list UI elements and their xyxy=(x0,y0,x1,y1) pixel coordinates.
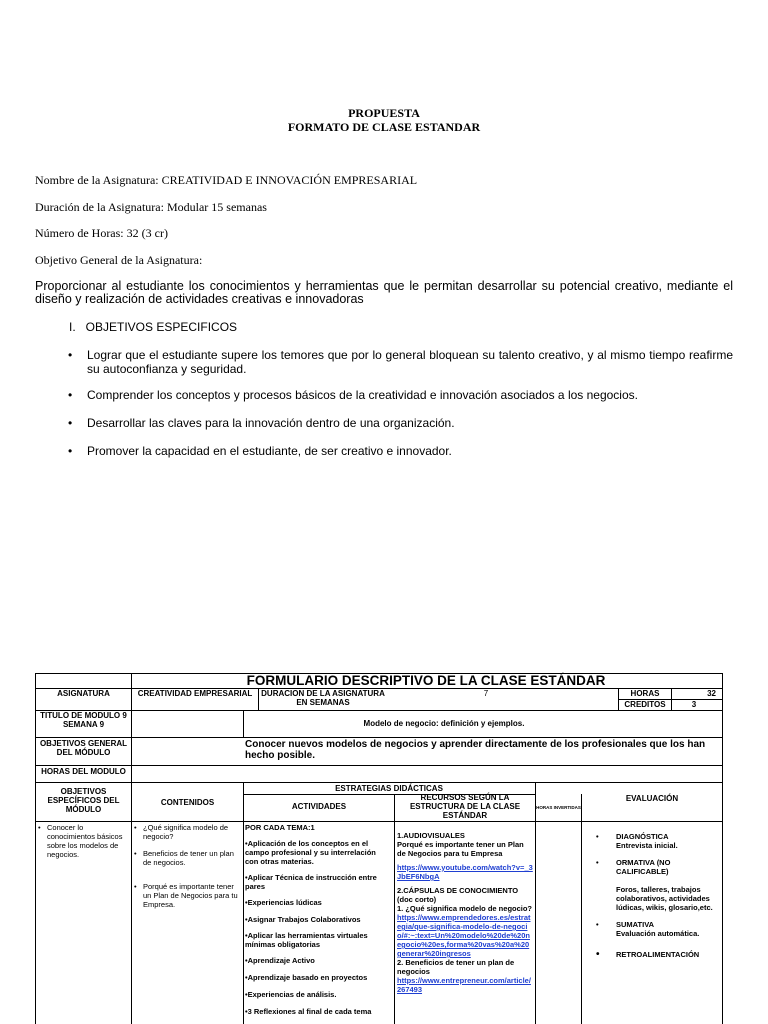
actividad-item: •Aplicar las herramientas virtuales mínimas obligatorias xyxy=(245,931,368,949)
form-title: FORMULARIO DESCRIPTIVO DE LA CLASE ESTÁNDAR xyxy=(246,673,606,688)
eval-item: • SUMATIVA Evaluación automática. xyxy=(596,920,720,938)
recurso-heading: 2.CÁPSULAS DE CONOCIMIENTO (doc corto) xyxy=(397,886,519,904)
eval-title: SUMATIVA xyxy=(616,920,655,929)
recurso-text: 2. Beneficios de tener un plan de negocios xyxy=(397,958,515,976)
document-title: PROPUESTA xyxy=(348,106,420,120)
section-heading: I. OBJETIVOS ESPECIFICOS xyxy=(69,320,238,334)
duracion-line: Duración de la Asignatura: Modular 15 semanas xyxy=(35,200,267,214)
evaluacion-label: EVALUACIÓN xyxy=(625,794,679,803)
eval-title: DIAGNÓSTICA xyxy=(616,832,669,841)
evaluacion-cell xyxy=(596,832,720,959)
objective-bullet: • Promover la capacidad en el estudiante, de ser creativo e innovador. xyxy=(68,444,452,458)
recursos-label: RECURSOS SEGÚN LA ESTRUCTURA DE LA CLASE ESTÁNDAR xyxy=(409,793,521,820)
act-title: POR CADA TEMA:1 xyxy=(245,823,315,832)
contenido-item: • ¿Qué significa modelo de negocio? xyxy=(134,823,242,841)
duracion-label: DURACION DE LA ASIGNATURA EN SEMANAS xyxy=(261,689,385,707)
eval-item: • ORMATIVA (NO CALIFICABLE) Foros, talleres, trabajos colaborativos, actividades lúdicas, wikis, glosario,etc. xyxy=(596,858,720,912)
creditos-value: 3 xyxy=(691,700,697,709)
titulo-value: Modelo de negocio: definición y ejemplos. xyxy=(363,719,525,728)
recurso-heading: 1.AUDIOVISUALES xyxy=(397,831,465,840)
objgen-value: Conocer nuevos modelos de negocios y aprender directamente de los profesionales que los han hecho posible. xyxy=(245,739,706,761)
contenidos-label: CONTENIDOS xyxy=(160,798,215,807)
objesp-item: • Conocer lo conocimientos básicos sobre los modelos de negocios. xyxy=(38,823,130,859)
eval-item: • DIAGNÓSTICA Entrevista inicial. xyxy=(596,832,720,850)
objective-bullet: • Desarrollar las claves para la innovación dentro de una organización. xyxy=(68,416,455,430)
actividad-item: •Aprendizaje basado en proyectos xyxy=(245,973,368,982)
eval-title: RETROALIMENTACIÓN xyxy=(616,950,700,959)
actividades-cell xyxy=(245,823,391,1016)
actividad-item: •Experiencias lúdicas xyxy=(245,898,322,907)
eval-desc: Foros, talleres, trabajos colaborativos, actividades lúdicas, wikis, glosario,etc. xyxy=(616,885,713,912)
horas-line: Número de Horas: 32 (3 cr) xyxy=(35,226,168,240)
document-subtitle: FORMATO DE CLASE ESTANDAR xyxy=(287,120,481,134)
recurso-text: Porqué es importante tener un Plan de Negocios para tu Empresa xyxy=(397,840,524,858)
objesp-label: OBJETIVOS ESPECÍFICOS DEL MÓDULO xyxy=(47,787,120,814)
objective-bullet: • Lograr que el estudiante supere los temores que por lo general bloquean su talento creativo, y al mismo tiempo reafirme su autoconfianza y seguridad. xyxy=(68,348,733,376)
actividades-label: ACTIVIDADES xyxy=(291,802,347,811)
actividad-item: •3 Reflexiones al final de cada tema xyxy=(245,1007,372,1016)
horas-value: 32 xyxy=(707,689,716,698)
contenido-item: • Porqué es importante tener un Plan de Negocios para tu Empresa. xyxy=(134,882,242,909)
asignatura-line: Nombre de la Asignatura: CREATIVIDAD E INNOVACIÓN EMPRESARIAL xyxy=(35,173,418,187)
clase-estandar-table xyxy=(35,673,723,1024)
actividad-item: •Asignar Trabajos Colaborativos xyxy=(245,915,361,924)
recurso-text: 1. ¿Qué significa modelo de negocio? xyxy=(397,904,533,913)
recursos-cell xyxy=(397,831,533,994)
eval-title: ORMATIVA (NO CALIFICABLE) xyxy=(616,858,671,876)
contenidos-list xyxy=(134,823,242,916)
entrepreneur-link[interactable]: https://www.entrepreneur.com/article/267493 xyxy=(397,976,531,994)
actividad-item: •Aplicar Técnica de instrucción entre pares xyxy=(245,873,377,891)
youtube-link[interactable]: https://www.youtube.com/watch?v=_3JbEF6NbgA xyxy=(397,863,533,881)
actividad-item: •Aplicación de los conceptos en el campo profesional y su interrelación con otras materias. xyxy=(245,839,376,866)
duracion-value: 7 xyxy=(483,689,489,698)
objetivo-text: Proporcionar al estudiante los conocimientos y herramientas que le permitan desarrollar su potencial creativo, mediante el diseño y realización de actividades creativas e innovadoras xyxy=(35,279,733,306)
horas-label: HORAS xyxy=(630,689,660,698)
eval-desc: Evaluación automática. xyxy=(616,929,700,938)
objgen-label: OBJETIVOS GENERAL DEL MÓDULO xyxy=(39,739,128,757)
creditos-label: CREDITOS xyxy=(624,700,666,709)
estrategias-label: ESTRATEGIAS DIDÁCTICAS xyxy=(335,784,443,793)
objective-bullet: • Comprender los conceptos y procesos básicos de la creatividad e innovación asociados a los negocios. xyxy=(68,388,638,402)
asignatura-label: ASIGNATURA xyxy=(57,689,110,698)
titulo-label: TITULO DE MODULO 9 SEMANA 9 xyxy=(40,711,127,729)
actividad-item: •Experiencias de análisis. xyxy=(245,990,337,999)
horasinv-label: HORAS INVERTIDAS xyxy=(536,805,581,810)
asignatura-value: CREATIVIDAD EMPRESARIAL xyxy=(137,689,253,698)
eval-item: • RETROALIMENTACIÓN xyxy=(596,950,720,959)
contenido-item: • Beneficios de tener un plan de negocios. xyxy=(134,849,242,867)
objesp-list xyxy=(38,823,130,866)
objetivo-label: Objetivo General de la Asignatura: xyxy=(35,253,203,267)
horasmod-label: HORAS DEL MODULO xyxy=(41,767,126,776)
actividad-item: •Aprendizaje Activo xyxy=(245,956,315,965)
emprendedores-link[interactable]: https://www.emprendedores.es/estrategia/que-significa-modelo-de-negocio/#:~:text=Un%20modelo%20de%20negocio%20es,forma%20vas%20a%20generar%20ingresos xyxy=(397,913,531,958)
eval-desc: Entrevista inicial. xyxy=(616,841,678,850)
